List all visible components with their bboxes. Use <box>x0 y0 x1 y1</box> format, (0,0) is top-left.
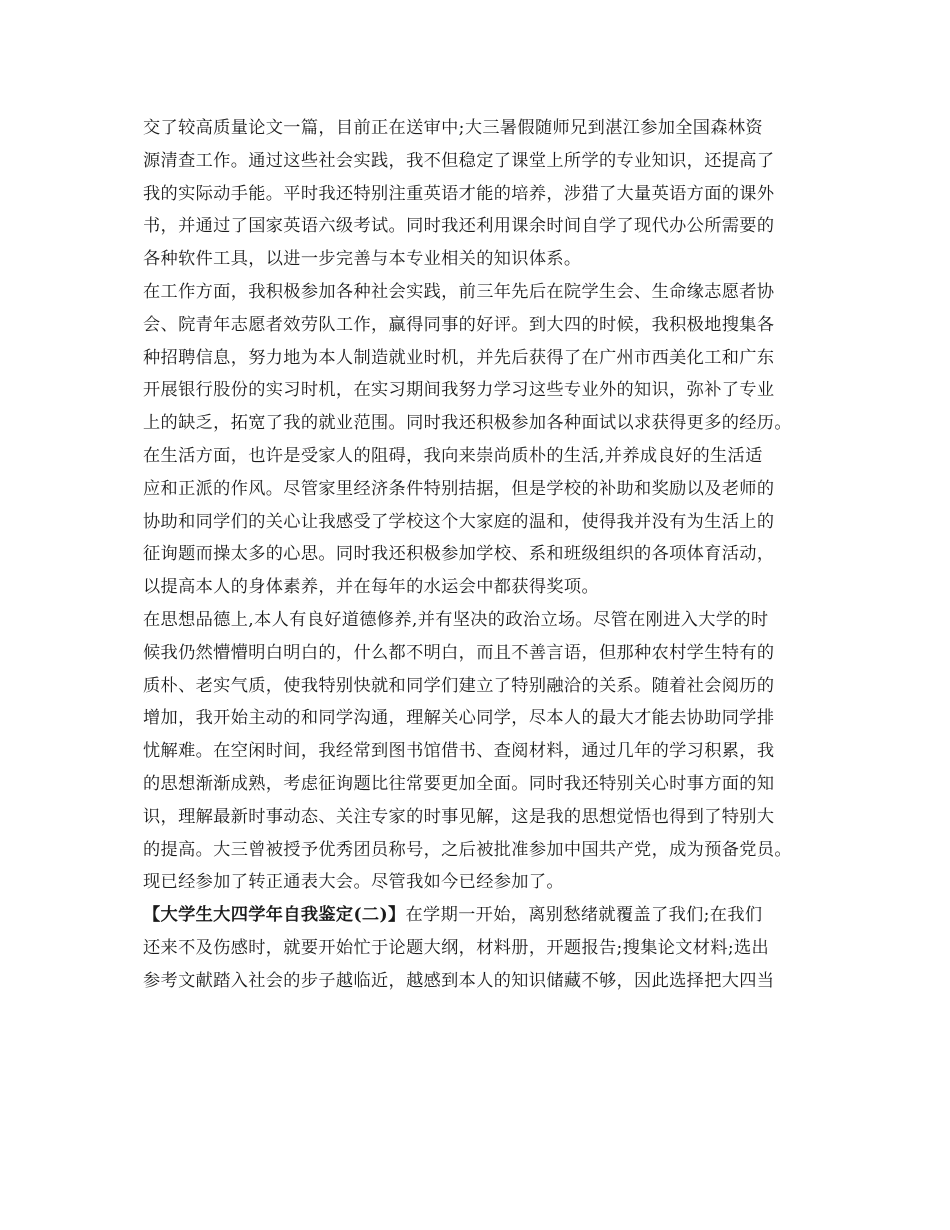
text-line: 增加，我开始主动的和同学沟通，理解关心同学，尽本人的最大才能去协助同学排 <box>143 708 775 729</box>
text-line: 的提高。大三曾被授予优秀团员称号，之后被批准参加中国共产党，成为预备党员。 <box>143 839 792 860</box>
text-line: 源清查工作。通过这些社会实践，我不但稳定了课堂上所学的专业知识，还提高了 <box>143 150 775 171</box>
section-heading-line <box>143 899 843 932</box>
text-line: 的思想渐渐成熟，考虑征询题比往常要更加全面。同时我还特别关心时事方面的知 <box>143 773 775 794</box>
text-line: 征询题而操太多的心思。同时我还积极参加学校、系和班级组织的各项体育活动， <box>143 544 775 565</box>
text-line: 还来不及伤感时，就要开始忙于论题大纲，材料册，开题报告;搜集论文材料;选出 <box>143 937 770 958</box>
text-line: 书，并通过了国家英语六级考试。同时我还利用课余时间自学了现代办公所需要的 <box>143 216 775 237</box>
text-line: 质朴、老实气质，使我特别快就和同学们建立了特别融洽的关系。随着社会阅历的 <box>143 675 775 696</box>
text-line: 在生活方面，也许是受家人的阻碍，我向来崇尚质朴的生活,并养成良好的生活适 <box>143 445 763 466</box>
text-line: 应和正派的作风。尽管家里经济条件特别拮据，但是学校的补助和奖励以及老师的 <box>143 478 775 499</box>
text-line: 会、院青年志愿者效劳队工作，赢得同事的好评。到大四的时候，我积极地搜集各 <box>143 314 775 335</box>
text-line: 协助和同学们的关心让我感受了学校这个大家庭的温和，使得我并没有为生活上的 <box>143 511 775 532</box>
text-line: 各种软件工具，以进一步完善与本专业相关的知识体系。 <box>143 249 582 270</box>
text-line: 现已经参加了转正通表大会。尽管我如今已经参加了。 <box>143 872 564 893</box>
text-line: 以提高本人的身体素养，并在每年的水运会中都获得奖项。 <box>143 577 599 598</box>
section-heading-continuation: 在学期一开始，离别愁绪就覆盖了我们;在我们 <box>405 905 763 926</box>
text-line: 开展银行股份的实习时机，在实习期间我努力学习这些专业外的知识，弥补了专业 <box>143 380 775 401</box>
text-line: 种招聘信息，努力地为本人制造就业时机，并先后获得了在广州市西美化工和广东 <box>143 347 775 368</box>
text-line: 忧解难。在空闲时间，我经常到图书馆借书、查阅材料，通过几年的学习积累，我 <box>143 741 775 762</box>
text-line: 上的缺乏，拓宽了我的就业范围。同时我还积极参加各种面试以求获得更多的经历。 <box>143 413 792 434</box>
document-body <box>143 112 843 998</box>
text-line: 在思想品德上,本人有良好道德修养,并有坚决的政治立场。尽管在刚进入大学的时 <box>143 609 769 630</box>
text-line: 识，理解最新时事动态、关注专家的时事见解，这是我的思想觉悟也得到了特别大 <box>143 806 775 827</box>
text-line: 参考文献踏入社会的步子越临近，越感到本人的知识储藏不够，因此选择把大四当 <box>143 970 775 991</box>
text-line: 候我仍然懵懵明白明白的，什么都不明白，而且不善言语，但那种农村学生特有的 <box>143 642 775 663</box>
text-line: 我的实际动手能。平时我还特别注重英语才能的培养，涉猎了大量英语方面的课外 <box>143 183 775 204</box>
text-line: 交了较高质量论文一篇，目前正在送审中;大三暑假随师兄到湛江参加全国森林资 <box>143 118 763 138</box>
section-heading: 【大学生大四学年自我鉴定(二)】 <box>143 905 406 926</box>
text-line: 在工作方面，我积极参加各种社会实践，前三年先后在院学生会、生命缘志愿者协 <box>143 281 775 302</box>
